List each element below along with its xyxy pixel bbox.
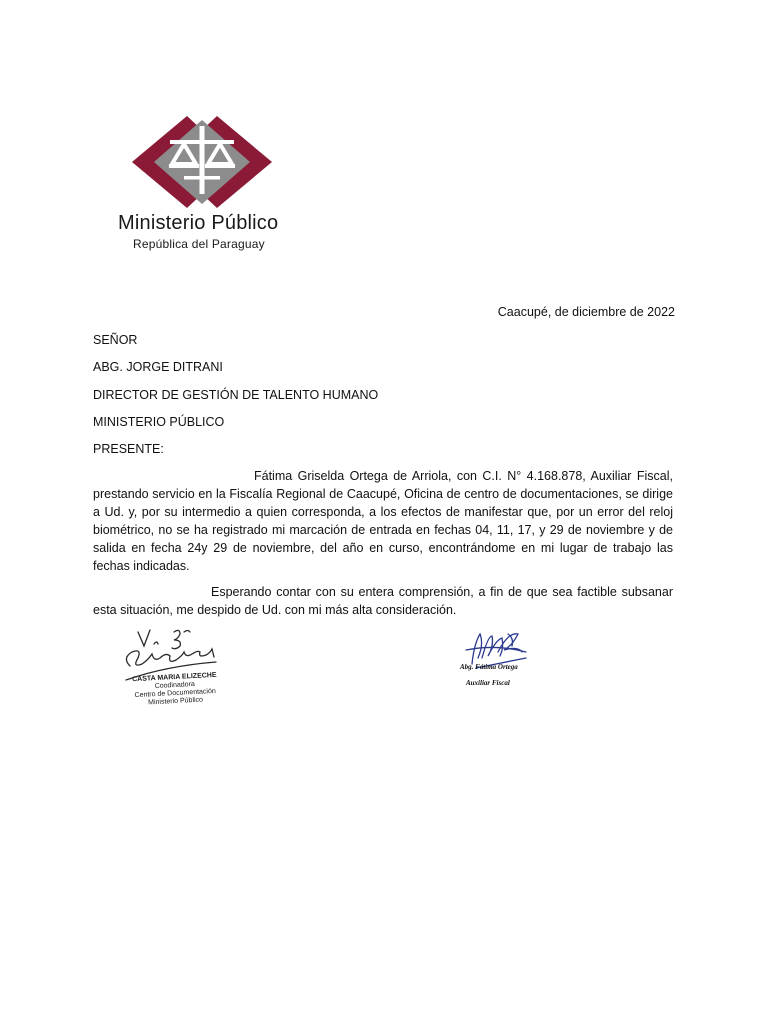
body-paragraph-2: Esperando contar con su entera comprensión, a fin de que sea factible subsanar esta situación, me despido de Ud. con mi más alta consideración. bbox=[93, 585, 673, 617]
coordinator-signature-stamp bbox=[108, 624, 238, 708]
recipient-line-3: DIRECTOR DE GESTIÓN DE TALENTO HUMANO bbox=[93, 388, 379, 402]
stamp-line-1: CASTA MARIA ELIZECHE bbox=[131, 671, 217, 684]
coordinator-stamp-text bbox=[119, 671, 231, 709]
stamp-line-3: Centro de Documentación bbox=[134, 687, 216, 700]
letter-date: Caacupé, de diciembre de 2022 bbox=[497, 305, 675, 319]
recipient-line-5: PRESENTE: bbox=[93, 442, 164, 456]
body-paragraph-1: Fátima Griselda Ortega de Arriola, con C.I. N° 4.168.878, Auxiliar Fiscal, prestando servicio en la Fiscalía Regional de Caacupé, Oficina de centro de documentaciones, se dirige a Ud. y, por su intermedio a quien corresponda, a los efectos de manifestar que, por un error del reloj biométrico, no se ha registrado mi marcación de entrada en fechas 04, 11, 17, y 29 de noviembre y de salida en fecha 24y 29 de noviembre, del año en curso, encontrándome en mi lugar de trabajo las fechas indicadas. bbox=[93, 469, 673, 573]
signer-title: Auxiliar Fiscal bbox=[466, 679, 510, 687]
auxiliar-fiscal-signature bbox=[452, 628, 538, 692]
logo-subtitle: República del Paraguay bbox=[133, 237, 265, 251]
stamp-line-2: Coodinadora bbox=[154, 680, 195, 691]
recipient-line-1: SEÑOR bbox=[93, 333, 138, 347]
logo-title: Ministerio Público bbox=[118, 212, 279, 234]
stamp-line-4: Ministerio Público bbox=[148, 696, 204, 707]
ministerio-publico-logo-icon bbox=[112, 112, 302, 257]
signer-name: Abg. Fátima Ortega bbox=[460, 663, 518, 671]
recipient-line-4: MINISTERIO PÚBLICO bbox=[93, 415, 225, 429]
recipient-line-2: ABG. JORGE DITRANI bbox=[93, 360, 223, 374]
